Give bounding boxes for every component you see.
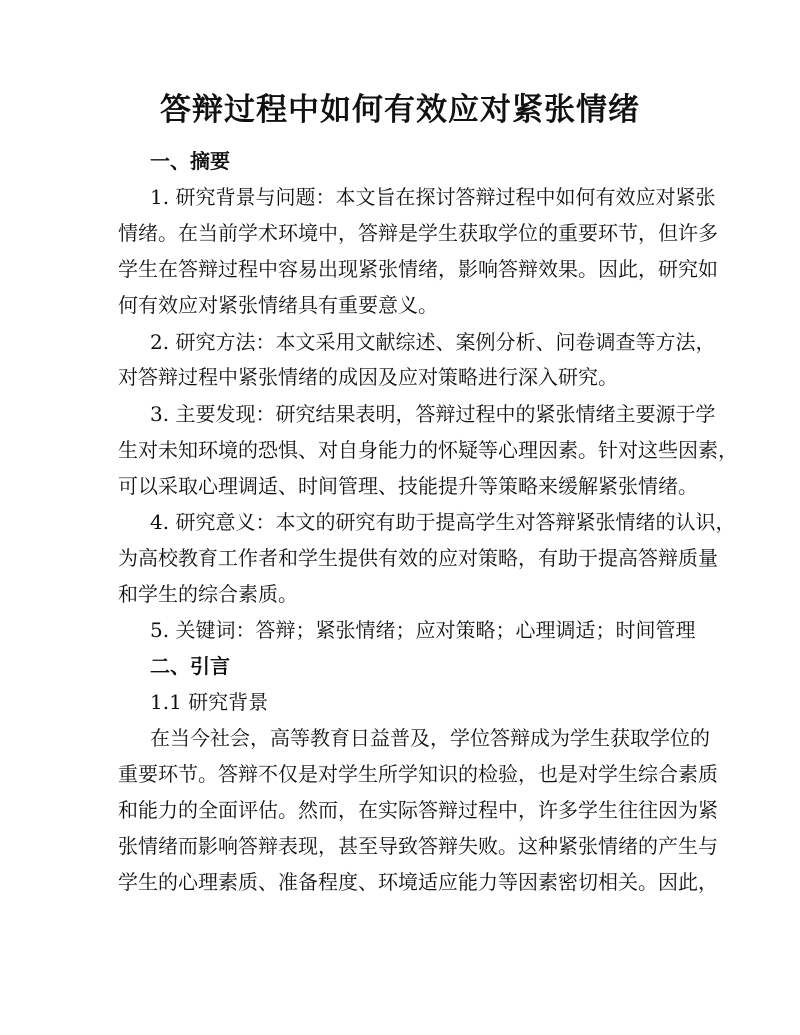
paragraph-line: 何有效应对紧张情绪具有重要意义。 (118, 293, 438, 317)
paragraph-line: 生对未知环境的恐惧、对自身能力的怀疑等心理因素。针对这些因素， (118, 438, 738, 462)
paragraph-line: 为高校教育工作者和学生提供有效的应对策略，有助于提高答辩质量 (118, 546, 718, 570)
paragraph-line: 学生在答辩过程中容易出现紧张情绪，影响答辩效果。因此，研究如 (118, 257, 718, 281)
paragraph-line: 和学生的综合素质。 (118, 582, 298, 606)
paragraph-line: 学生的心理素质、准备程度、环境适应能力等因素密切相关。因此， (118, 870, 718, 894)
paragraph-line: 和能力的全面评估。然而，在实际答辩过程中，许多学生往往因为紧 (118, 798, 718, 822)
paragraph-line: 4. 研究意义：本文的研究有助于提高学生对答辩紧张情绪的认识， (150, 510, 736, 534)
document-title: 答辩过程中如何有效应对紧张情绪 (160, 92, 640, 128)
section-heading-abstract: 一、摘要 (150, 149, 230, 173)
paragraph-line: 1. 研究背景与问题：本文旨在探讨答辩过程中如何有效应对紧张 (150, 185, 716, 209)
paragraph-line: 张情绪而影响答辩表现，甚至导致答辩失败。这种紧张情绪的产生与 (118, 834, 718, 858)
keywords-line: 5. 关键词：答辩；紧张情绪；应对策略；心理调适；时间管理 (150, 618, 696, 642)
paragraph-line: 重要环节。答辩不仅是对学生所学知识的检验，也是对学生综合素质 (118, 762, 718, 786)
section-heading-introduction: 二、引言 (150, 654, 230, 678)
paragraph-line: 在当今社会，高等教育日益普及，学位答辩成为学生获取学位的 (150, 726, 710, 750)
subsection-heading: 1.1 研究背景 (150, 690, 269, 714)
paragraph-line: 可以采取心理调适、时间管理、技能提升等策略来缓解紧张情绪。 (118, 474, 698, 498)
paragraph-line: 对答辩过程中紧张情绪的成因及应对策略进行深入研究。 (118, 365, 618, 389)
paragraph-line: 2. 研究方法：本文采用文献综述、案例分析、问卷调查等方法， (150, 330, 716, 354)
paragraph-line: 3. 主要发现：研究结果表明，答辩过程中的紧张情绪主要源于学 (150, 402, 716, 426)
paragraph-line: 情绪。在当前学术环境中，答辩是学生获取学位的重要环节，但许多 (118, 221, 718, 245)
